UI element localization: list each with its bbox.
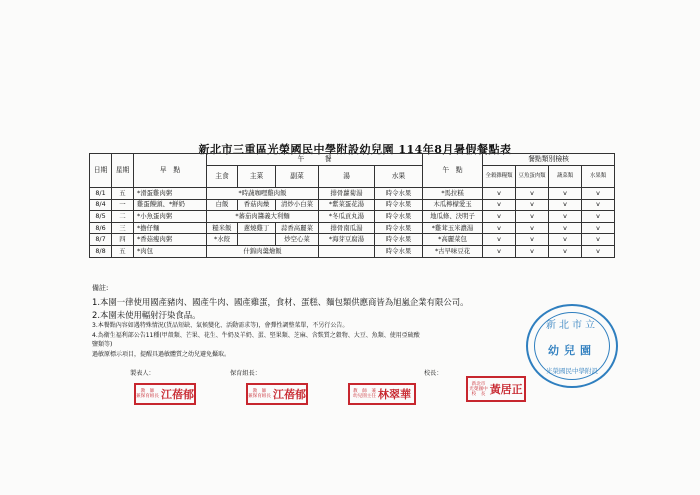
header-main: 主菜	[238, 166, 276, 188]
cell-fruit: 時令水果	[375, 245, 423, 257]
menu-table	[89, 153, 615, 258]
cell-side: 炒空心菜	[276, 234, 319, 246]
cell-check: v	[549, 234, 582, 246]
cell-check: v	[549, 245, 582, 257]
cell-soup: 排骨南瓜湯	[319, 222, 375, 234]
health-leader-label: 保育組長：	[230, 370, 261, 377]
stamp-preparer	[134, 383, 196, 405]
cell-weekday: 五	[112, 245, 134, 257]
header-breakfast: 早 點	[134, 154, 207, 188]
cell-check: v	[483, 245, 516, 257]
header-check-protein: 豆魚蛋肉類	[516, 166, 549, 188]
stamp-title: 教 師 兼 幼兒園主任	[353, 389, 376, 399]
cell-date: 8/8	[90, 245, 112, 257]
cell-breakfast: *小魚蛋肉粥	[134, 211, 207, 223]
cell-fruit: 時令水果	[375, 222, 423, 234]
cell-lunch-combined: *時蔬咖哩雞肉飯	[207, 188, 319, 200]
header-soup: 湯	[319, 166, 375, 188]
cell-breakfast: *擔仔麵	[134, 222, 207, 234]
cell-fruit: 時令水果	[375, 211, 423, 223]
stamp-title: 教 師 兼保育組長	[136, 389, 159, 399]
cell-main: 香菇肉燥	[238, 199, 276, 211]
note-item: 4.為衛生福利部公告11種(甲殼類、芒果、花生、牛奶及羊奶、蛋、堅果類、芝麻、含麩質之穀物、大豆、魚類、使用亞硫酸	[92, 331, 420, 339]
cell-check: v	[483, 211, 516, 223]
kindergarten-seal	[526, 304, 618, 388]
cell-weekday: 四	[112, 234, 134, 246]
note-item: 鹽類等)	[92, 341, 113, 348]
table-row	[90, 222, 615, 234]
cell-fruit: 時令水果	[375, 199, 423, 211]
cell-staple: *水餃	[207, 234, 238, 246]
cell-check: v	[582, 211, 615, 223]
header-date: 日期	[90, 154, 112, 188]
stamp-principal	[466, 376, 526, 402]
header-weekday: 星期	[112, 154, 134, 188]
cell-check: v	[549, 211, 582, 223]
cell-soup	[319, 245, 375, 257]
stamp-title: 教 師 兼保育組長	[248, 389, 271, 399]
header-fruit: 水果	[375, 166, 423, 188]
cell-check: v	[549, 222, 582, 234]
notes-section	[92, 283, 572, 359]
cell-side: 清炒小白菜	[276, 199, 319, 211]
cell-check: v	[582, 245, 615, 257]
cell-date: 8/5	[90, 211, 112, 223]
cell-soup: *紫菜蛋花湯	[319, 199, 375, 211]
stamp-director	[348, 383, 416, 405]
cell-breakfast: 雞蛋饅頭、*鮮奶	[134, 199, 207, 211]
header-snack: 午 點	[423, 154, 483, 188]
cell-staple: 白飯	[207, 199, 238, 211]
stamp-name: 黃居正	[489, 383, 523, 396]
header-check-vegetable: 蔬菜類	[549, 166, 582, 188]
header-staple: 主食	[207, 166, 238, 188]
cell-fruit: 時令水果	[375, 188, 423, 200]
cell-fruit: 時令水果	[375, 234, 423, 246]
seal-top-text: 新北市立	[546, 320, 598, 331]
cell-date: 8/6	[90, 222, 112, 234]
cell-check: v	[516, 234, 549, 246]
cell-check: v	[483, 199, 516, 211]
notes-title: 備註:	[92, 284, 109, 292]
cell-soup: *冬瓜貢丸湯	[319, 211, 375, 223]
header-side: 副菜	[276, 166, 319, 188]
cell-lunch-combined: 什錦肉羹燴飯	[207, 245, 319, 257]
header-check: 餐點類別檢核	[483, 154, 615, 166]
table-row	[90, 188, 615, 200]
seal-middle-text: 幼兒園	[548, 344, 596, 357]
cell-date: 8/7	[90, 234, 112, 246]
cell-check: v	[549, 188, 582, 200]
stamp-name: 林翠華	[377, 388, 411, 401]
note-item: 2.本園未使用輻射汙染食品。	[92, 309, 201, 320]
header-lunch: 午 餐	[207, 154, 423, 166]
menu-body	[90, 188, 615, 258]
table-row	[90, 234, 615, 246]
cell-breakfast: *肉包	[134, 245, 207, 257]
cell-snack: 木瓜檸檬愛玉	[423, 199, 483, 211]
table-row	[90, 245, 615, 257]
cell-soup: 排骨蘿蔔湯	[319, 188, 375, 200]
cell-breakfast: *滑蛋雞肉粥	[134, 188, 207, 200]
cell-snack: *雞茸玉米濃湯	[423, 222, 483, 234]
table-row	[90, 199, 615, 211]
cell-check: v	[582, 188, 615, 200]
cell-snack: *馬拉糕	[423, 188, 483, 200]
cell-main	[238, 234, 276, 246]
cell-weekday: 二	[112, 211, 134, 223]
cell-check: v	[483, 188, 516, 200]
cell-date: 8/1	[90, 188, 112, 200]
cell-side: 蒜香高麗菜	[276, 222, 319, 234]
principal-label: 校長：	[424, 370, 443, 377]
stamp-name: 江蓓郁	[272, 388, 306, 401]
cell-check: v	[516, 199, 549, 211]
preparer-label: 製表人：	[130, 370, 155, 377]
cell-check: v	[582, 234, 615, 246]
cell-main: 蔥燒雞丁	[238, 222, 276, 234]
cell-check: v	[483, 234, 516, 246]
stamp-health-leader	[246, 383, 308, 405]
cell-breakfast: *香菇瘦肉粥	[134, 234, 207, 246]
header-check-grain: 全穀雜糧類	[483, 166, 516, 188]
cell-staple: 糙米飯	[207, 222, 238, 234]
cell-check: v	[549, 199, 582, 211]
cell-soup: *海芽豆腐湯	[319, 234, 375, 246]
cell-weekday: 三	[112, 222, 134, 234]
cell-check: v	[516, 222, 549, 234]
cell-snack: *古早味豆花	[423, 245, 483, 257]
header-check-fruit: 水果類	[582, 166, 615, 188]
cell-check: v	[516, 245, 549, 257]
cell-date: 8/4	[90, 199, 112, 211]
cell-snack: 地瓜條、決明子	[423, 211, 483, 223]
note-item: 3.本餐點內容如遇特殊情況(貨品短缺、氣候變化、活動需求等)，會彈性調整菜單，不另行公告。	[92, 322, 349, 329]
seal-bottom-text: 光榮國民中學附設	[546, 367, 598, 375]
stamp-title: 新北市 光榮國中 校 長	[469, 381, 488, 397]
table-row	[90, 211, 615, 223]
cell-check: v	[582, 222, 615, 234]
cell-check: v	[582, 199, 615, 211]
cell-check: v	[516, 211, 549, 223]
cell-check: v	[483, 222, 516, 234]
note-item: 過敏原標示項目，提醒具過敏體質之幼兒避免攝取。	[92, 350, 231, 358]
document-title: 新北市三重區光榮國民中學附設幼兒園 114年8月暑假餐點表	[198, 143, 512, 156]
note-item: 1.本園一律使用國產豬肉、國產牛肉、國產雞蛋，食材、蛋糕、麵包類供應商皆為旭嵐企業有限公司。	[92, 297, 469, 307]
cell-lunch-combined: *蕃茄肉醬義大利麵	[207, 211, 319, 223]
cell-check: v	[516, 188, 549, 200]
cell-weekday: 一	[112, 199, 134, 211]
cell-weekday: 五	[112, 188, 134, 200]
stamp-name: 江蓓郁	[160, 388, 194, 401]
cell-snack: *高麗菜包	[423, 234, 483, 246]
